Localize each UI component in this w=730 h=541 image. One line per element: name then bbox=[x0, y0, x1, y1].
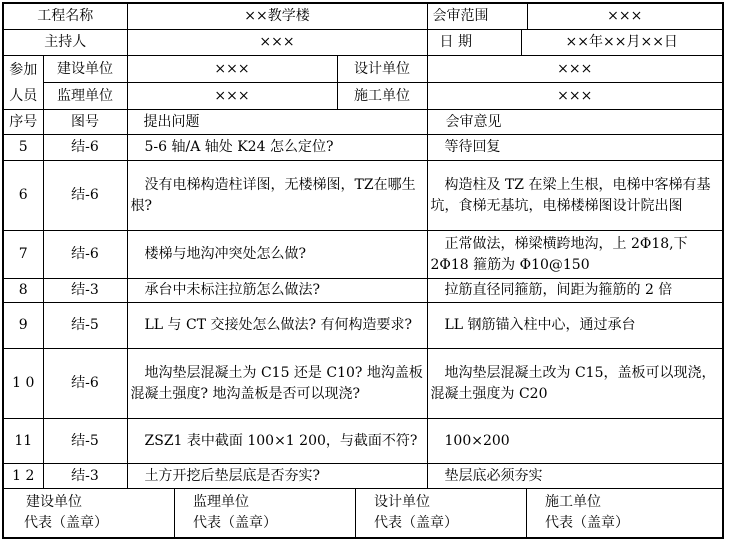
signature-construction bbox=[4, 489, 174, 537]
construction-unit-value: ××× bbox=[127, 56, 337, 83]
signature-unit-label: 设计单位 bbox=[374, 494, 430, 510]
date-value: ××年××月××日 bbox=[565, 34, 678, 50]
column-header-question: 提出问题 bbox=[127, 110, 427, 135]
row-question: 楼梯与地沟冲突处怎么做? bbox=[127, 231, 427, 279]
participants-row-1 bbox=[3, 56, 723, 83]
row-seq: 5 bbox=[3, 135, 43, 161]
date-cell bbox=[427, 30, 723, 56]
row-opinion: LL 钢筋锚入柱中心，通过承台 bbox=[427, 303, 723, 349]
header-row-host bbox=[3, 30, 723, 56]
construction-unit-label: 建设单位 bbox=[43, 56, 127, 83]
row-drawing: 结-6 bbox=[43, 135, 127, 161]
signature-builder bbox=[526, 489, 722, 537]
table-row bbox=[3, 349, 723, 419]
review-scope-cell bbox=[427, 3, 723, 30]
row-seq: 1 2 bbox=[3, 464, 43, 489]
column-header-seq: 序号 bbox=[3, 110, 43, 135]
row-question: 没有电梯构造柱详图，无楼梯图，TZ在哪生根? bbox=[127, 161, 427, 231]
participants-row-2 bbox=[3, 83, 723, 110]
design-unit-value: ××× bbox=[427, 56, 723, 83]
design-unit-label: 设计单位 bbox=[337, 56, 427, 83]
row-drawing: 结-6 bbox=[43, 231, 127, 279]
signature-row bbox=[3, 489, 723, 539]
column-header-drawing: 图号 bbox=[43, 110, 127, 135]
row-drawing: 结-5 bbox=[43, 419, 127, 464]
row-opinion: 垫层底必须夯实 bbox=[427, 464, 723, 489]
supervision-unit-value: ××× bbox=[127, 83, 337, 110]
row-drawing: 结-6 bbox=[43, 161, 127, 231]
review-table bbox=[2, 2, 724, 539]
table-row bbox=[3, 135, 723, 161]
date-label: 日 期 bbox=[428, 30, 522, 55]
row-question: 5-6 轴/A 轴处 K24 怎么定位? bbox=[127, 135, 427, 161]
column-header-opinion: 会审意见 bbox=[427, 110, 723, 135]
row-opinion: 地沟垫层混凝土改为 C15，盖板可以现浇，混凝土强度为 C20 bbox=[427, 349, 723, 419]
row-seq: 1 0 bbox=[3, 349, 43, 419]
column-header-row bbox=[3, 110, 723, 135]
header-row-project bbox=[3, 3, 723, 30]
table-row bbox=[3, 419, 723, 464]
builder-unit-label: 施工单位 bbox=[337, 83, 427, 110]
row-opinion: 构造柱及 TZ 在梁上生根，电梯中客梯有基坑，食梯无基坑，电梯楼梯图设计院出图 bbox=[427, 161, 723, 231]
table-row bbox=[3, 464, 723, 489]
host-label: 主持人 bbox=[3, 30, 127, 56]
signature-unit-label: 施工单位 bbox=[545, 494, 601, 510]
row-opinion: 100×200 bbox=[427, 419, 723, 464]
row-seq: 6 bbox=[3, 161, 43, 231]
signature-rep-label: 代表（盖章） bbox=[374, 515, 458, 531]
project-name-value: ××教学楼 bbox=[127, 3, 427, 30]
review-scope-value: ××× bbox=[607, 8, 643, 24]
row-question: 土方开挖后垫层底是否夯实? bbox=[127, 464, 427, 489]
table-row bbox=[3, 161, 723, 231]
signature-supervision bbox=[174, 489, 355, 537]
signature-area bbox=[3, 489, 723, 539]
row-question: ZSZ1 表中截面 100×1 200，与截面不符? bbox=[127, 419, 427, 464]
row-seq: 8 bbox=[3, 279, 43, 303]
host-value: ××× bbox=[127, 30, 427, 56]
review-scope-label: 会审范围 bbox=[428, 4, 528, 29]
row-question: 地沟垫层混凝土为 C15 还是 C10? 地沟盖板混凝土强度? 地沟盖板是否可以现浇? bbox=[127, 349, 427, 419]
signature-unit-label: 监理单位 bbox=[193, 494, 249, 510]
signature-rep-label: 代表（盖章） bbox=[24, 515, 108, 531]
row-question: LL 与 CT 交接处怎么做法? 有何构造要求? bbox=[127, 303, 427, 349]
table-row bbox=[3, 231, 723, 279]
row-opinion: 等待回复 bbox=[427, 135, 723, 161]
signature-design bbox=[355, 489, 526, 537]
row-seq: 9 bbox=[3, 303, 43, 349]
signature-unit-label: 建设单位 bbox=[26, 494, 82, 510]
participants-group-label: 参加人员 bbox=[3, 56, 43, 110]
row-opinion: 拉筋直径同箍筋，间距为箍筋的 2 倍 bbox=[427, 279, 723, 303]
drawing-review-record-form bbox=[2, 2, 726, 537]
row-drawing: 结-3 bbox=[43, 279, 127, 303]
row-seq: 11 bbox=[3, 419, 43, 464]
row-opinion: 正常做法，梯梁横跨地沟，上 2Φ18,下2Φ18 箍筋为 Φ10@150 bbox=[427, 231, 723, 279]
row-drawing: 结-5 bbox=[43, 303, 127, 349]
signature-rep-label: 代表（盖章） bbox=[193, 515, 277, 531]
signature-rep-label: 代表（盖章） bbox=[545, 515, 629, 531]
row-drawing: 结-6 bbox=[43, 349, 127, 419]
table-row bbox=[3, 279, 723, 303]
supervision-unit-label: 监理单位 bbox=[43, 83, 127, 110]
builder-unit-value: ××× bbox=[427, 83, 723, 110]
project-name-label: 工程名称 bbox=[3, 3, 127, 30]
row-seq: 7 bbox=[3, 231, 43, 279]
row-question: 承台中未标注拉筋怎么做法? bbox=[127, 279, 427, 303]
table-row bbox=[3, 303, 723, 349]
row-drawing: 结-3 bbox=[43, 464, 127, 489]
